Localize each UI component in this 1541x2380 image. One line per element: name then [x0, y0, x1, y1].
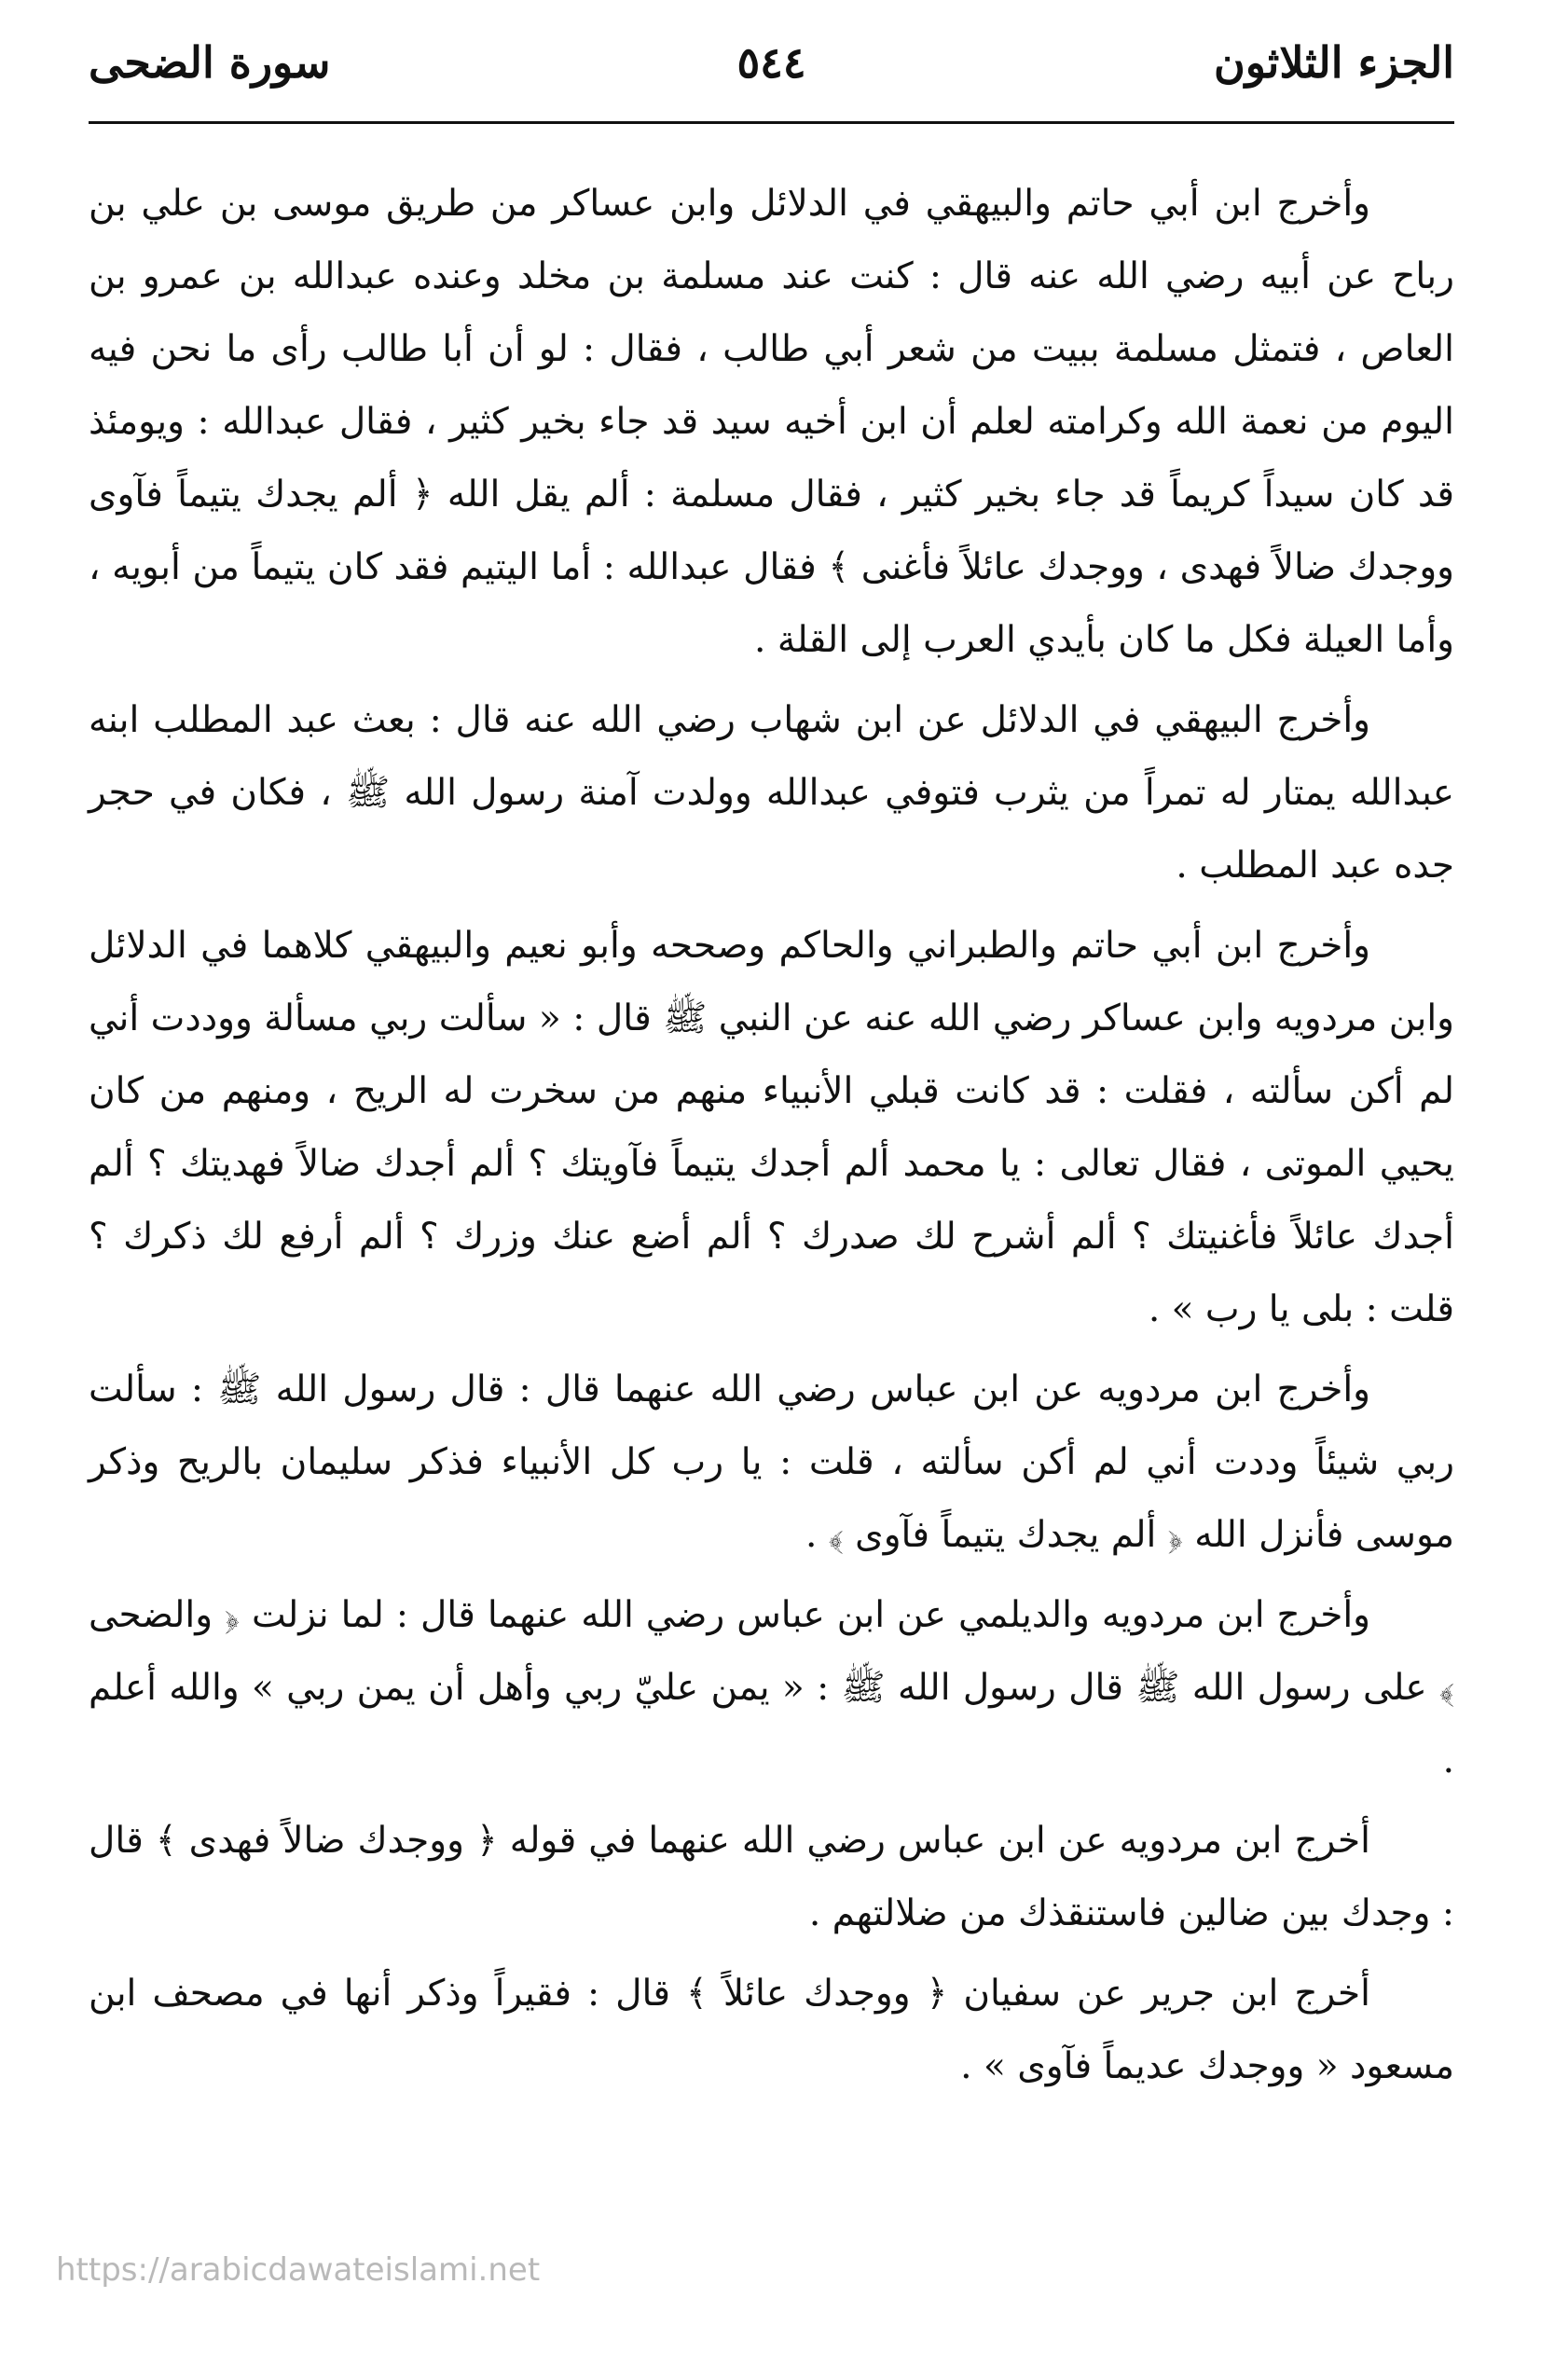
paragraph: وأخرج ابن أبي حاتم والبيهقي في الدلائل وابن عساكر من طريق موسى بن علي بن رباح عن أبيه رضي الله عنه قال : كنت عند مسلمة بن مخلد وعنده عبدالله بن عمرو بن العاص ، فتمثل مسلمة ببيت من شعر أبي طالب ، فقال : لو أن أبا طالب رأى ما نحن فيه اليوم من نعمة الله وكرامته لعلم أن ابن أخيه سيد قد جاء بخير كثير ، فقال عبدالله : ويومئذ قد كان سيداً كريماً قد جاء بخير كثير ، فقال مسلمة : ألم يقل الله ﴿ ألم يجدك يتيماً فآوى ووجدك ضالاً فهدى ، ووجدك عائلاً فأغنى ﴾ فقال عبدالله : أما اليتيم فقد كان يتيماً من أبويه ، وأما العيلة فكل ما كان بأيدي العرب إلى القلة .	[89, 183, 1454, 661]
paragraph: وأخرج البيهقي في الدلائل عن ابن شهاب رضي الله عنه قال : بعث عبد المطلب ابنه عبدالله يمتار له تمراً من يثرب فتوفي عبدالله وولدت آمنة رسول الله ﷺ ، فكان في حجر جده عبد المطلب .	[89, 699, 1454, 887]
paragraph: وأخرج ابن أبي حاتم والطبراني والحاكم وصححه وأبو نعيم والبيهقي كلاهما في الدلائل وابن مردويه وابن عساكر رضي الله عنه عن النبي ﷺ قال : « سألت ربي مسألة ووددت أني لم أكن سألته ، فقلت : قد كانت قبلي الأنبياء منهم من سخرت له الريح ، ومنهم من كان يحيي الموتى ، فقال تعالى : يا محمد ألم أجدك يتيماً فآويتك ؟ ألم أجدك ضالاً فهديتك ؟ ألم أجدك عائلاً فأغنيتك ؟ ألم أشرح لك صدرك ؟ ألم أضع عنك وزرك ؟ ألم أرفع لك ذكرك ؟ قلت : بلى يا رب » .	[89, 925, 1454, 1330]
source-watermark: https://arabicdawateislami.net	[56, 2251, 541, 2289]
paragraph: أخرج ابن مردويه عن ابن عباس رضي الله عنهما في قوله ﴿ ووجدك ضالاً فهدى ﴾ قال : وجدك بين ضالين فاستنقذك من ضلالتهم .	[89, 1820, 1454, 1934]
page-header	[89, 28, 1454, 121]
page-number: ٥٤٤	[736, 37, 806, 88]
paragraph: وأخرج ابن مردويه عن ابن عباس رضي الله عنهما قال : قال رسول الله ﷺ : سألت ربي شيئاً وددت أني لم أكن سألته ، قلت : يا رب كل الأنبياء فذكر سليمان بالريح وذكر موسى فأنزل الله ﴿ ألم يجدك يتيماً فآوى ﴾ .	[89, 1369, 1454, 1556]
book-page	[89, 28, 1454, 2340]
part-title: الجزء الثلاثون	[1214, 37, 1454, 88]
paragraph: وأخرج ابن مردويه والديلمي عن ابن عباس رضي الله عنهما قال : لما نزلت ﴿ والضحى ﴾ على رسول الله ﷺ قال رسول الله ﷺ : « يمن عليّ ربي وأهل أن يمن ربي » والله أعلم .	[89, 1594, 1454, 1782]
header-divider	[89, 121, 1454, 124]
page-body	[89, 168, 1454, 2111]
paragraph: أخرج ابن جرير عن سفيان ﴿ ووجدك عائلاً ﴾ قال : فقيراً وذكر أنها في مصحف ابن مسعود « ووجدك عديماً فآوى » .	[89, 1973, 1454, 2087]
surah-title: سورة الضحى	[89, 37, 331, 88]
